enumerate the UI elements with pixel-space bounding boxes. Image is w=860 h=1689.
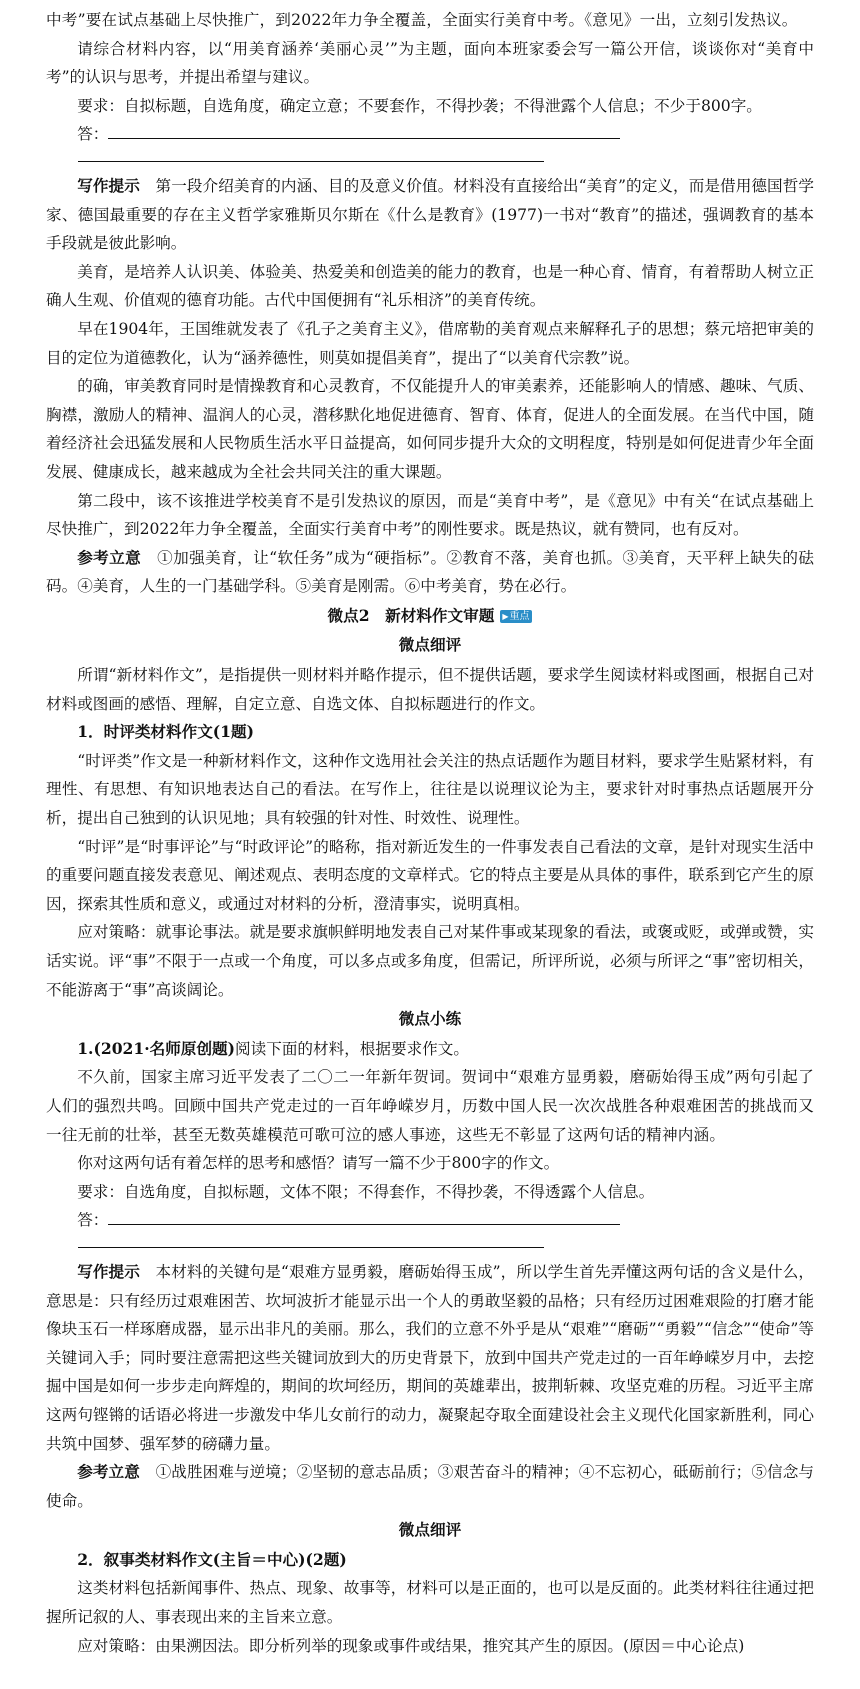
paragraph-commentary-definition: “时评”是“时事评论”与“时政评论”的略称，指对新近发生的一件事发表自己看法的文章，是针对现实生活中的重要问题直接发表意见、阐述观点、表明态度的文章样式。它的特点主要是从具体的事件，联系到它产生的原因，探索其性质和意义，或通过对材料的分析，澄清事实，说明真相。 bbox=[46, 837, 814, 913]
reference-ideas-1 bbox=[46, 544, 814, 601]
answer-line-4 bbox=[78, 1235, 544, 1248]
paragraph-strategy-1: 应对策略：就事论事法。就是要求旗帜鲜明地发表自己对某件事或某现象的看法，或褒或贬，或弹或赞，实话实说。评“事”不限于一点或一个角度，可以多点或多角度，但需记，所评所说，必须与所评之“事”密切相关，不能游离于“事”高谈阔论。 bbox=[46, 923, 814, 999]
question-material: 不久前，国家主席习近平发表了二〇二一年新年贺词。贺词中“艰难方显勇毅，磨砺始得玉成”两句引起了人们的强烈共鸣。回顾中国共产党走过的一百年峥嵘岁月，历数中国人民一次次战胜各种艰难困苦的挑战而又一往无前的壮举，甚至无数英雄模范可歌可泣的感人事迹，这些无不彰显了这两句话的精神内涵。 bbox=[46, 1068, 814, 1144]
writing-tip-label: 写作提示 bbox=[77, 175, 140, 195]
key-point-tag bbox=[500, 610, 532, 623]
question-requirements: 要求：自选角度，自拟标题，文体不限；不得套作，不得抄袭，不得透露个人信息。 bbox=[77, 1182, 655, 1201]
definition-paragraph: 所谓“新材料作文”，是指提供一则材料并略作提示，但不提供话题，要求学生阅读材料或图画，根据自己对材料或图画的感悟、理解，自定立意、自选文体、自拟标题进行的作文。 bbox=[46, 666, 814, 713]
paragraph-strategy-2: 应对策略：由果溯因法。即分析列举的现象或事件或结果，推究其产生的原因。(原因＝中心论点) bbox=[77, 1636, 745, 1655]
question-label: 1.(2021·名师原创题) bbox=[77, 1038, 236, 1058]
paragraph-commentary-type: “时评类”作文是一种新材料作文，这种作文选用社会关注的热点话题作为题目材料，要求学生贴紧材料，有理性、有思想、有知识地表达自己的看法。在写作上，往往是以说理议论为主，要求针对时事热点话题展开分析，提出自己独到的认识见地；具有较强的针对性、时效性、说理性。 bbox=[46, 751, 814, 828]
answer-line-row-2 bbox=[46, 1206, 814, 1235]
tag-label: 重点 bbox=[509, 611, 530, 623]
question-text: 阅读下面的材料，根据要求作文。 bbox=[235, 1039, 469, 1058]
reference-label: 参考立意 bbox=[77, 547, 142, 567]
paragraph-second: 第二段中，该不该推进学校美育不是引发热议的原因，而是“美育中考”，是《意见》中有关“在试点基础上尽快推广，到2022年力争全覆盖，全面实行美育中考”的刚性要求。既是热议，就有赞同，也有反对。 bbox=[46, 491, 814, 539]
paragraph-significance: 的确，审美教育同时是情操教育和心灵教育，不仅能提升人的审美素养，还能影响人的情感、趣味、气质、胸襟，激励人的精神、温润人的心灵，潜移默化地促进德育、智育、体育，促进人的全面发展。在当代中国，随着经济社会迅猛发展和人民物质生活水平日益提高，如何同步提升大众的文明程度，特别是如何促进青少年全面发展、健康成长，越来越成为全社会共同关注的重大课题。 bbox=[46, 377, 814, 481]
play-triangle-icon: ▶ bbox=[502, 612, 509, 622]
subheading-practice: 微点小练 bbox=[398, 1009, 462, 1029]
task-requirements: 要求：自拟标题，自选角度，确定立意；不要套作，不得抄袭；不得泄露个人信息；不少于800字。 bbox=[77, 96, 762, 115]
reference-label-2: 参考立意 bbox=[77, 1462, 140, 1482]
paragraph-history: 早在1904年，王国维就发表了《孔子之美育主义》，借席勒的美育观点来解释孔子的思想；蔡元培把审美的目的定位为道德教化，认为“涵养德性，则莫如提倡美育”，提出了“以美育代宗教”说。 bbox=[46, 319, 814, 367]
heading-text: 微点2 新材料作文审题 bbox=[327, 605, 495, 625]
writing-tip-2 bbox=[46, 1258, 814, 1458]
task-instruction: 请综合材料内容，以“用美育涵养‘美丽心灵’”为主题，面向本班家委会写一篇公开信，谈谈你对“美育中考”的认识与思考，并提出希望与建议。 bbox=[46, 39, 814, 87]
writing-tip-1 bbox=[46, 172, 814, 258]
subheading-review-1: 微点细评 bbox=[398, 635, 462, 655]
reference-text-2: ①战胜困难与逆境；②坚韧的意志品质；③艰苦奋斗的精神；④不忘初心，砥砺前行；⑤信念与使命。 bbox=[46, 1463, 814, 1510]
section-heading-point2 bbox=[46, 602, 814, 631]
reference-ideas-2 bbox=[46, 1458, 814, 1515]
material-tail: 中考”要在试点基础上尽快推广，到2022年力争全覆盖，全面实行美育中考。《意见》一出，立刻引发热议。 bbox=[46, 11, 798, 29]
answer-line-row bbox=[46, 120, 814, 149]
section-title-1: 1．时评类材料作文(1题) bbox=[77, 722, 254, 742]
answer-line-3 bbox=[108, 1206, 620, 1225]
writing-tip-label-2: 写作提示 bbox=[77, 1261, 140, 1281]
answer-line-2 bbox=[78, 149, 544, 162]
reference-text: ①加强美育，让“软任务”成为“硬指标”。②教育不落，美育也抓。③美育，天平秤上缺失的砝码。④美育，人生的一门基础学科。⑤美育是刚需。⑥中考美育，势在必行。 bbox=[46, 548, 814, 596]
question-1 bbox=[46, 1035, 814, 1064]
subheading-review-2: 微点细评 bbox=[398, 1520, 462, 1540]
writing-tip-text-2: 本材料的关键句是“艰难方显勇毅，磨砺始得玉成”，所以学生首先弄懂这两句话的含义是什么，意思是：只有经历过艰难困苦、坎坷波折才能显示出一个人的勇敢坚毅的品格；只有经历过困难艰险的打磨才能像块玉石一样琢磨成器，显示出非凡的美丽。那么，我们的立意不外乎是从“艰难”“磨砺”“勇毅”“信念”“使命”等关键词入手；同时要注意需把这些关键词放到大的历史背景下，放到中国共产党走过的一百年峥嵘岁月中，去挖掘中国是如何一步步走向辉煌的，期间的坎坷经历，期间的英雄辈出，披荆斩棘、攻坚克难的历程。习近平主席这两句铿锵的话语必将进一步激发中华儿女前行的动力，凝聚起夺取全面建设社会主义现代化国家新胜利，同心共筑中国梦、强军梦的磅礴力量。 bbox=[46, 1262, 814, 1453]
paragraph-aesthetic-education: 美育，是培养人认识美、体验美、热爱美和创造美的能力的教育，也是一种心育、情育，有着帮助人树立正确人生观、价值观的德育功能。古代中国便拥有“礼乐相济”的美育传统。 bbox=[46, 262, 814, 310]
answer-label-2: 答： bbox=[77, 1211, 109, 1230]
answer-line bbox=[108, 120, 620, 139]
paragraph-narrative-type: 这类材料包括新闻事件、热点、现象、故事等，材料可以是正面的，也可以是反面的。此类材料往往通过把握所记叙的人、事表现出来的主旨来立意。 bbox=[46, 1579, 814, 1627]
section-title-2: 2．叙事类材料作文(主旨＝中心)(2题) bbox=[77, 1549, 347, 1569]
answer-label: 答： bbox=[77, 125, 109, 144]
question-prompt: 你对这两句话有着怎样的思考和感悟？请写一篇不少于800字的作文。 bbox=[77, 1154, 560, 1173]
writing-tip-text: 第一段介绍美育的内涵、目的及意义价值。材料没有直接给出“美育”的定义，而是借用德国哲学家、德国最重要的存在主义哲学家雅斯贝尔斯在《什么是教育》(1977)一书对“教育”的描述，强调教育的基本手段就是彼此影响。 bbox=[46, 176, 814, 253]
